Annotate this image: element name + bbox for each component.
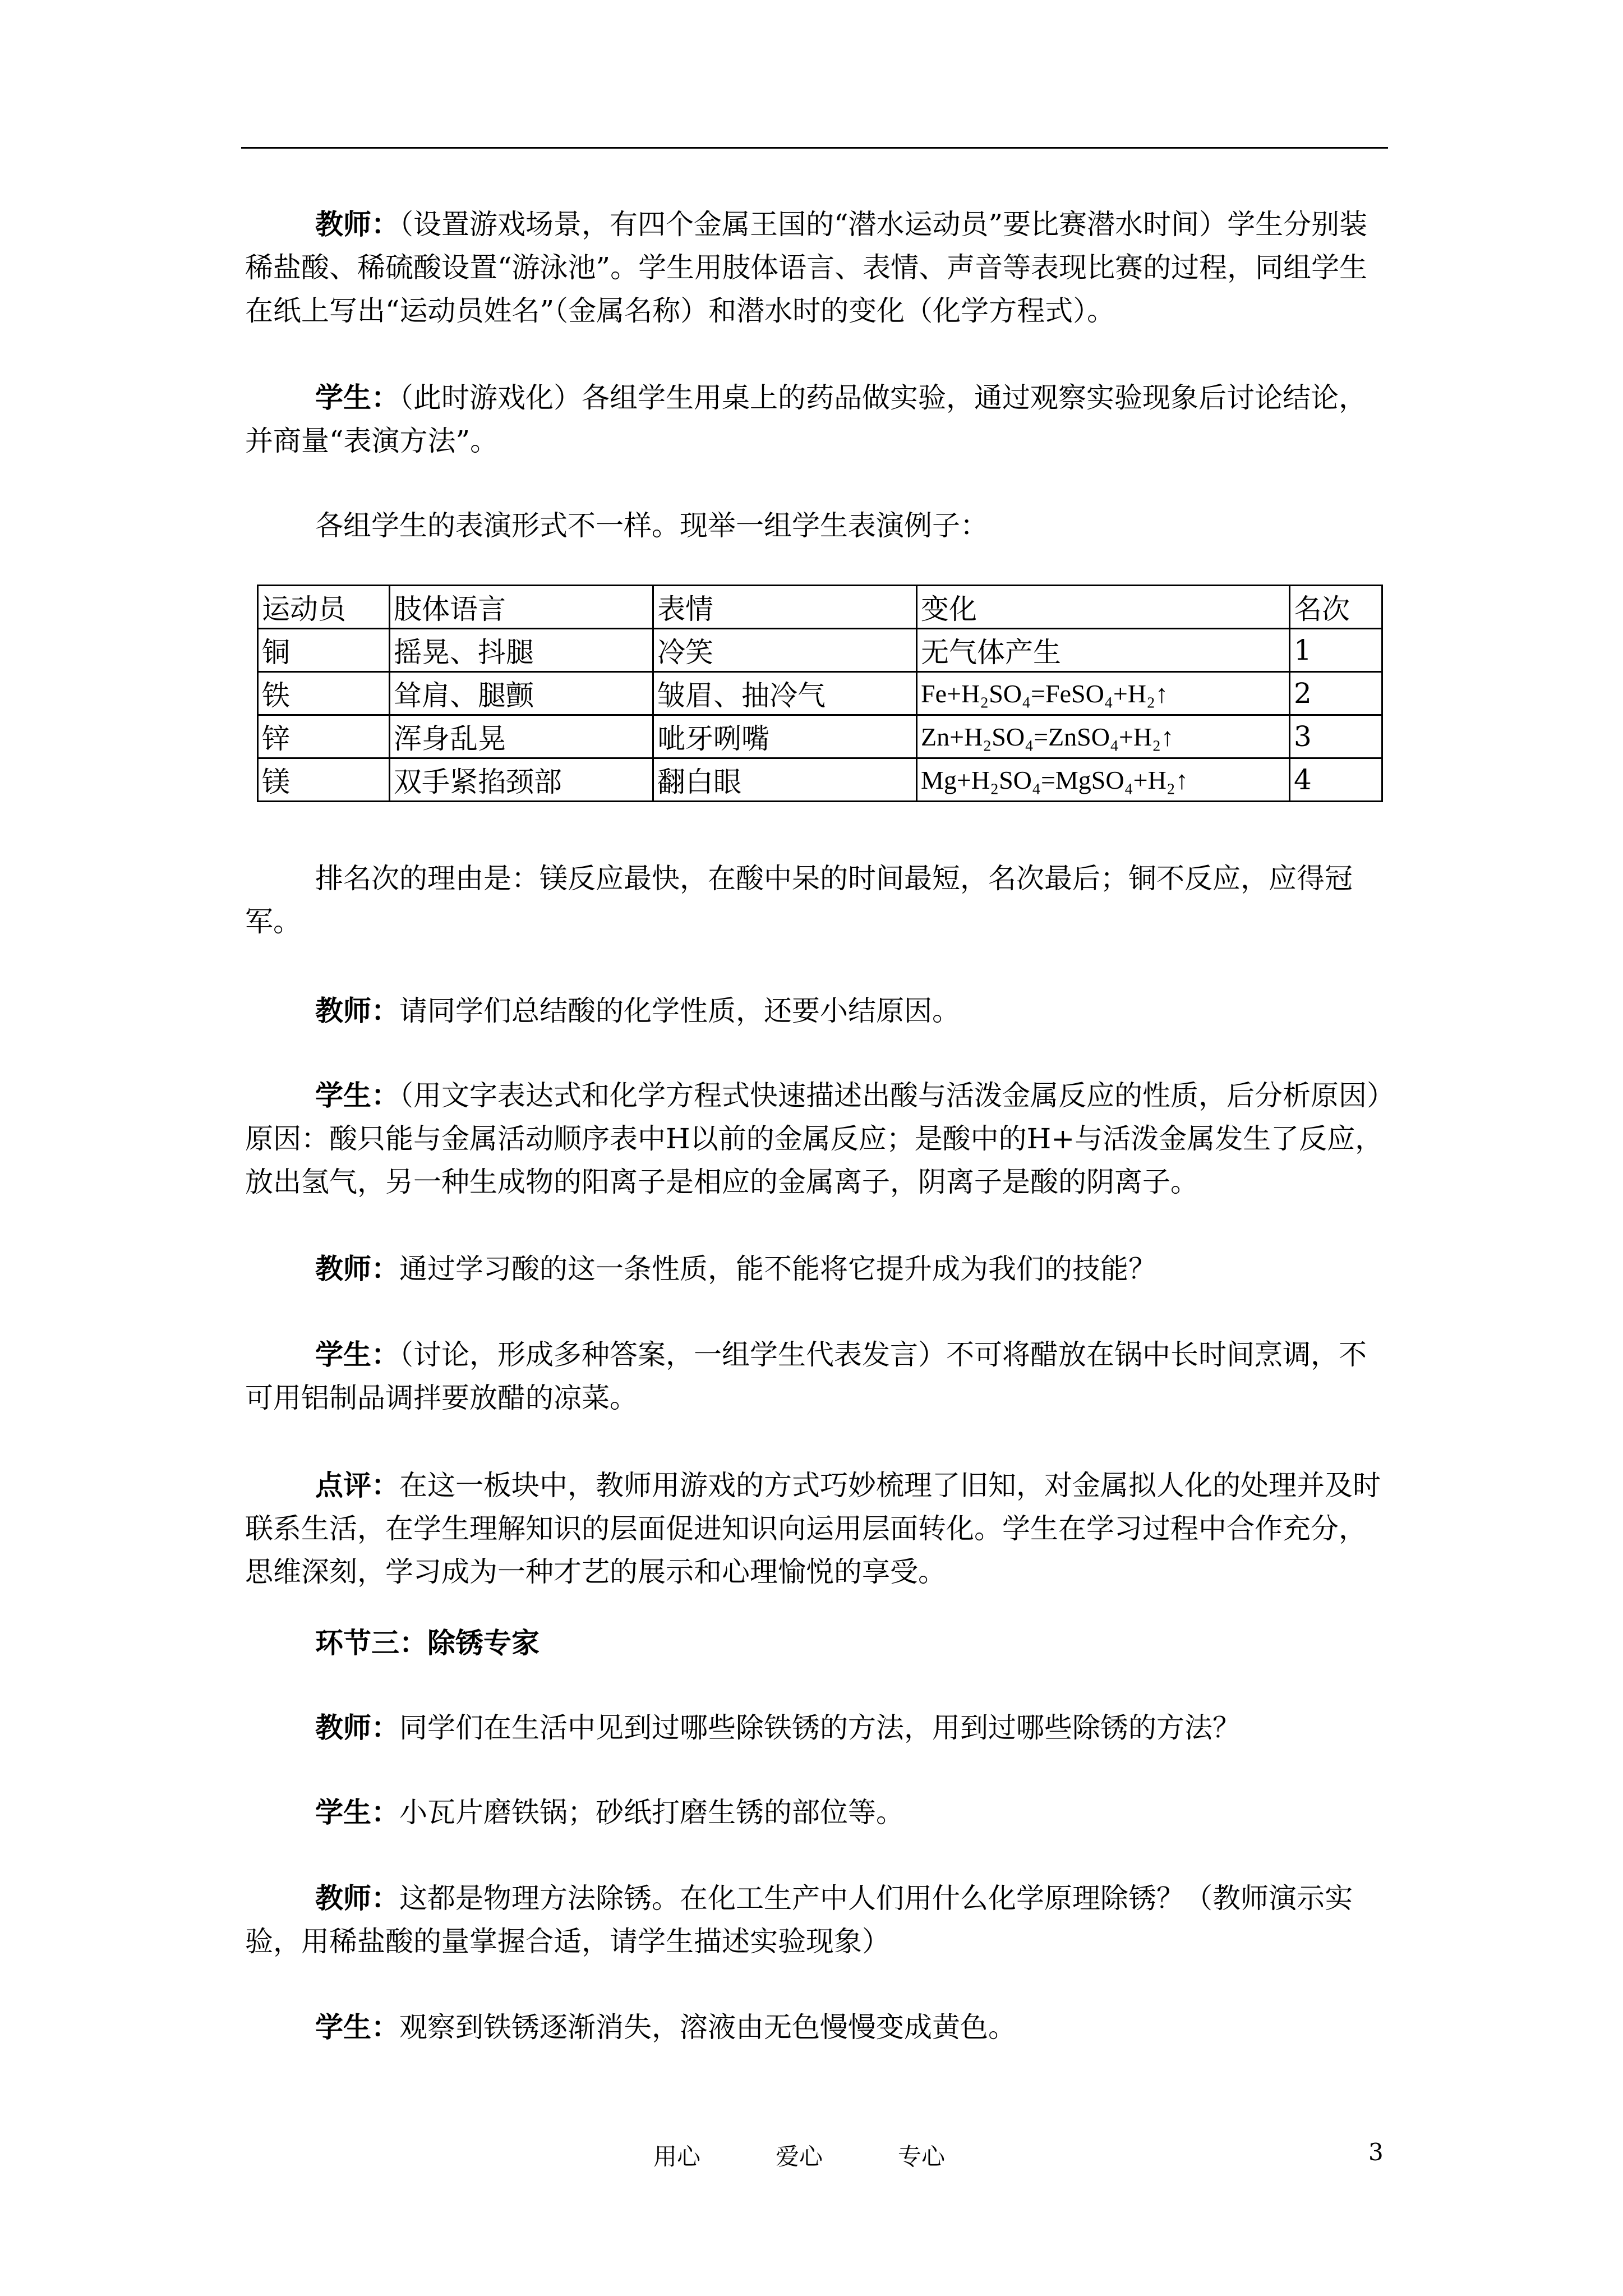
table-cell: 2 bbox=[1290, 672, 1382, 715]
paragraph-intro-table bbox=[245, 504, 1388, 547]
table-cell: 呲牙咧嘴 bbox=[653, 715, 917, 758]
table-cell: 双手紧掐颈部 bbox=[390, 758, 653, 802]
table-row bbox=[258, 715, 1382, 758]
table-cell: 浑身乱晃 bbox=[390, 715, 653, 758]
paragraph-teacher-1 bbox=[245, 203, 1388, 333]
speaker-label: 学生： bbox=[315, 2010, 399, 2044]
paragraph-student-1 bbox=[245, 376, 1388, 463]
table-row bbox=[258, 629, 1382, 672]
table-row bbox=[258, 758, 1382, 802]
speaker-label: 教师： bbox=[315, 208, 399, 241]
table-cell-formula: Zn+H₂SO₄=ZnSO₄+H₂↑ bbox=[917, 715, 1290, 758]
speaker-label: 学生： bbox=[315, 381, 399, 414]
table-cell: 无气体产生 bbox=[917, 629, 1290, 672]
paragraph-student-3 bbox=[245, 1333, 1388, 1420]
header-rule bbox=[241, 147, 1388, 149]
paragraph-comment bbox=[245, 1464, 1388, 1594]
paragraph-teacher-4 bbox=[245, 1706, 1388, 1750]
table-header-cell: 变化 bbox=[917, 586, 1290, 629]
speaker-label: 教师： bbox=[315, 994, 399, 1027]
speaker-label: 学生： bbox=[315, 1079, 399, 1112]
table-header-row bbox=[258, 586, 1382, 629]
paragraph-text: 排名次的理由是：镁反应最快，在酸中呆的时间最短，名次最后；铜不反应，应得冠军。 bbox=[245, 862, 1353, 938]
speaker-label: 教师： bbox=[315, 1252, 399, 1285]
footer-motto bbox=[653, 2138, 945, 2172]
footer-motto-item: 爱心 bbox=[775, 2143, 823, 2170]
table-cell: 3 bbox=[1290, 715, 1382, 758]
table-header-cell: 表情 bbox=[653, 586, 917, 629]
paragraph-text: 请同学们总结酸的化学性质，还要小结原因。 bbox=[399, 995, 960, 1027]
footer-motto-item: 专心 bbox=[897, 2143, 945, 2170]
speaker-label: 教师： bbox=[315, 1881, 399, 1915]
paragraph-teacher-2 bbox=[245, 989, 1388, 1033]
table-cell: 铜 bbox=[258, 629, 390, 672]
table-cell: 4 bbox=[1290, 758, 1382, 802]
paragraph-teacher-5 bbox=[245, 1876, 1388, 1963]
speaker-label: 学生： bbox=[315, 1338, 399, 1371]
table-cell: 1 bbox=[1290, 629, 1382, 672]
paragraph-student-5 bbox=[245, 2005, 1388, 2049]
paragraph-student-2 bbox=[245, 1074, 1388, 1204]
paragraph-text: （讨论，形成多种答案，一组学生代表发言）不可将醋放在锅中长时间烹调，不可用铝制品调拌要放醋的凉菜。 bbox=[245, 1338, 1367, 1414]
paragraph-text: 观察到铁锈逐渐消失，溶液由无色慢慢变成黄色。 bbox=[399, 2011, 1016, 2044]
paragraph-text: 小瓦片磨铁锅；砂纸打磨生锈的部位等。 bbox=[399, 1796, 904, 1829]
table-header-cell: 运动员 bbox=[258, 586, 390, 629]
paragraph-text: 这都是物理方法除锈。在化工生产中人们用什么化学原理除锈？（教师演示实验，用稀盐酸的量掌握合适，请学生描述实验现象） bbox=[245, 1882, 1353, 1958]
table-cell: 铁 bbox=[258, 672, 390, 715]
paragraph-student-4 bbox=[245, 1791, 1388, 1834]
page-number: 3 bbox=[1368, 2138, 1384, 2166]
speaker-label: 教师： bbox=[315, 1711, 399, 1744]
table-cell-formula: Mg+H₂SO₄=MgSO₄+H₂↑ bbox=[917, 758, 1290, 802]
paragraph-text: （此时游戏化）各组学生用桌上的药品做实验，通过观察实验现象后讨论结论，并商量“表演方法”。 bbox=[245, 381, 1367, 457]
speaker-label: 点评： bbox=[315, 1469, 399, 1502]
table-cell: 镁 bbox=[258, 758, 390, 802]
performance-table bbox=[257, 585, 1383, 802]
table-cell: 皱眉、抽冷气 bbox=[653, 672, 917, 715]
table-row bbox=[258, 672, 1382, 715]
paragraph-text: 同学们在生活中见到过哪些除铁锈的方法，用到过哪些除锈的方法？ bbox=[399, 1711, 1241, 1744]
paragraph-ranking-reason bbox=[245, 857, 1388, 944]
paragraph-text: （用文字表达式和化学方程式快速描述出酸与活泼金属反应的性质，后分析原因）原因：酸只能与金属活动顺序表中H以前的金属反应；是酸中的H+与活泼金属发生了反应，放出氢气，另一种生成物的阳离子是相应的金属离子，阴离子是酸的阴离子。 bbox=[245, 1079, 1384, 1198]
speaker-label: 学生： bbox=[315, 1796, 399, 1829]
footer-motto-item: 用心 bbox=[653, 2143, 701, 2170]
section-heading bbox=[245, 1621, 1388, 1664]
paragraph-text: （设置游戏场景，有四个金属王国的“潜水运动员”要比赛潜水时间）学生分别装稀盐酸、稀硫酸设置“游泳池”。学生用肢体语言、表情、声音等表现比赛的过程，同组学生在纸上写出“运动员姓名”（金属名称）和潜水时的变化（化学方程式）。 bbox=[245, 208, 1368, 327]
paragraph-text: 各组学生的表演形式不一样。现举一组学生表演例子： bbox=[315, 509, 988, 542]
table-cell: 冷笑 bbox=[653, 629, 917, 672]
paragraph-text: 通过学习酸的这一条性质，能不能将它提升成为我们的技能？ bbox=[399, 1253, 1156, 1285]
table-cell: 锌 bbox=[258, 715, 390, 758]
section-heading-label: 环节三： bbox=[315, 1626, 427, 1659]
table-cell-formula: Fe+H₂SO₄=FeSO₄+H₂↑ bbox=[917, 672, 1290, 715]
paragraph-text: 在这一板块中，教师用游戏的方式巧妙梳理了旧知，对金属拟人化的处理并及时联系生活，在学生理解知识的层面促进知识向运用层面转化。学生在学习过程中合作充分，思维深刻，学习成为一种才艺的展示和心理愉悦的享受。 bbox=[245, 1469, 1381, 1588]
table-cell: 翻白眼 bbox=[653, 758, 917, 802]
paragraph-teacher-3 bbox=[245, 1247, 1388, 1291]
table-header-cell: 肢体语言 bbox=[390, 586, 653, 629]
table-cell: 摇晃、抖腿 bbox=[390, 629, 653, 672]
section-heading-text: 除锈专家 bbox=[427, 1626, 540, 1659]
table-cell: 耸肩、腿颤 bbox=[390, 672, 653, 715]
table-header-cell: 名次 bbox=[1290, 586, 1382, 629]
